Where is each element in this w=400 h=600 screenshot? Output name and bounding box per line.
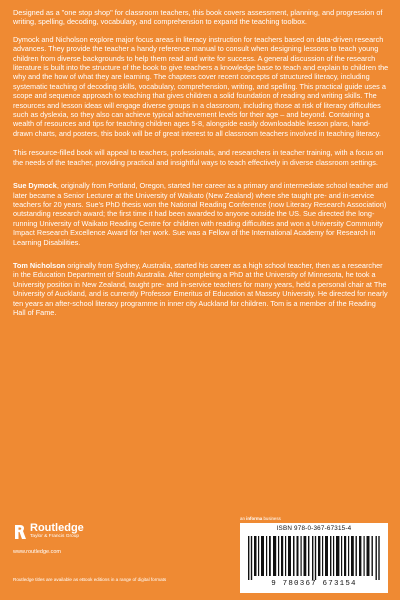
cover-footer: [0, 516, 400, 600]
isbn: ISBN 978-0-367-67315-4: [276, 525, 352, 532]
informa-tagline: an informa business: [240, 516, 281, 521]
ebook-note: Routledge titles are available as eBook editions in a range of digital formats: [13, 577, 167, 582]
publisher-name: Routledge: [30, 522, 84, 534]
barcode-icon: [248, 536, 380, 580]
author-bio-nicholson: [13, 261, 389, 317]
barcode-panel: [240, 523, 388, 593]
blurb-paragraph-2: Dymock and Nicholson explore major focus areas in literacy instruction for teachers based on data-driven research advances. They provide the teacher a handy reference manual to consult when designing lessons to teach young children from diverse backgrounds to help them read and write for success. A general discussion of the research literature is built into the structure of the book to give teachers a knowledge base to teach and explain to children the why and the how of what they are learning. The chapters cover recent concepts of structured literacy, including systematic teaching of decoding skills, vocabulary, comprehension, writing, and spelling. This practical guide uses a scope and sequence approach to teaching that gives children a solid foundation of reading and writing skills. The resources and lesson ideas will engage diverse groups in a classroom, including those at risk of literacy difficulties such as dyslexia, so they also can achieve typical achievement levels for their age – and beyond. Containing a wealth of resources and tips for teaching children ages 5-8, alongside easily downloadable lesson plans, hand-drawn charts, and posters, this book will be of great interest to all classroom teachers involved in teaching literacy.: [13, 34, 389, 138]
publisher-website: www.routledge.com: [13, 549, 61, 555]
author-name: Tom Nicholson: [13, 260, 66, 270]
publisher-group: Taylor & Francis Group: [30, 534, 80, 539]
back-cover-text: [13, 8, 389, 327]
routledge-logo-icon: [13, 523, 27, 541]
author-bio-text: , originally from Portland, Oregon, started her career as a primary and intermediate school teacher and later became a Senior Lecturer at the University of Waikato (New Zealand) where she taught pre- and in-service teachers for 20 years. Sue's PhD thesis won the National Reading Conference (now Literacy Research Association) outstanding research award; the first time it had been awarded to anyone outside the US. Sue directed the long-running University of Waikato Reading Centre for children with reading difficulties and won a University Community Impact Research Excellence Award for her work. Sue was a Fellow of the International Academy for Research in Learning Disabilities.: [13, 181, 388, 247]
blurb-paragraph-3: This resource-filled book will appeal to teachers, professionals, and researchers in teacher training, with a focus on the needs of the teacher, providing practical and insightful ways to teach effectively in diverse classroom settings.: [13, 148, 384, 167]
author-name: Sue Dymock: [13, 181, 57, 191]
barcode-number: 9 780367 673154: [271, 580, 357, 588]
informa-word: informa: [246, 516, 263, 521]
blurb-paragraph-1: Designed as a "one stop shop" for classroom teachers, this book covers assessment, planning, and progression of writing, spelling, decoding, vocabulary, and comprehension to expand the teaching toolbox.: [13, 8, 383, 27]
author-bio-text: originally from Sydney, Australia, started his career as a high school teacher, then as a researcher in the Education Department of South Australia. After completing a PhD at the University of Minnesota, he took a University position in New Zealand, taught pre- and in-service teachers for many years, held a personal chair at The University of Auckland, and is currently Professor Emeritus of Education at Massey University. He directed for nearly ten years an after-school literacy programme in inner city Auckland for children. Tom is a member of the Reading Hall of Fame.: [13, 260, 388, 317]
author-bio-dymock: [13, 181, 389, 247]
